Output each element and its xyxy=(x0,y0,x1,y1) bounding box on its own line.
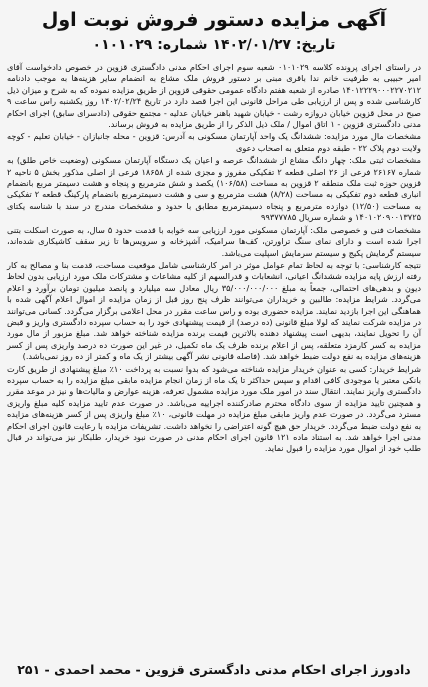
notice-title: آگهی مزایده دستور فروش نوبت اول xyxy=(41,9,387,31)
paragraph-appraisal-result: نتیجه کارشناسی: با توجه به لحاظ تمام عوامل موثر در امر کارشناسی شامل موقعیت مساحت، قدمت بنا و مصالح به کار رفته ارزش پایه مزایده ششدانگ اعیانی، انشعابات و قدرالسهم از کلیه مشاعات و مشترکات ملک مورد ارزیابی بدون لحاظ دیون و بدهی‌های احتمالی، جمعاً به مبلغ ۳۵/۰۰۰/۰۰۰/۰۰۰ ریال معادل سه میلیارد و پانصد میلیون تومان برآورد و اعلام می‌گردد. شرایط مزایده: طالبین و خریداران می‌توانند ظرف پنج روز قبل از زمان مزایده از اموال اعلام آگهی شده با هماهنگی این اجرا بازدید نمایند. مزایده حضوری بوده و راس ساعت مقرر در محل اعلامی برگزار می‌گردد. کسانی می‌توانند در مزایده شرکت نمایند که لولا مبلغ قانونی (ده درصد) از قیمت پیشنهادی خود را به حساب سپرده دادگستری واریز و قبض آن را تحویل نمایند، بدیهی است پیشنهاد دهنده بالاترین قیمت برنده مزایده شناخته خواهد شد. مبلغ مزبور از مال مورد مزایده به کسر کارمزد متعلقه، پس از اعلام برنده ظرف یک ماه تکمیل، در غیر این صورت ده درصد واریزی پس از کسر هزینه‌های مزایده به نفع دولت ضبط خواهد شد. (فاصله قانونی نشر آگهی بیشتر از یک ماه و کمتر از ده روز نمی‌باشد.) xyxy=(7,259,422,362)
notice-signature: دادورز اجرای احکام مدنی دادگستری قزوین - محمد احمدی - ۲۵۱ xyxy=(17,662,411,677)
paragraph-technical-details: مشخصات فنی و خصوصی ملک: آپارتمان مسکونی مورد ارزیابی سه خوابه با قدمت حدود ۵ سال، به صورت اسکلت بتنی اجرا شده است و دارای نمای سنگ تراورتن، کف‌ها سرامیک، آشپزخانه و سرویس‌ها تا زیر سقف کاشیکاری شده‌اند، سیستم گرمایش پکیج و سیستم سرمایش اسپلیت می‌باشد. xyxy=(7,224,422,258)
notice-date-number: تاریخ: ۱۴۰۲/۰۱/۲۷ شماره: ۰۱۰۱۰۲۹ xyxy=(92,37,336,53)
paragraph-buyer-conditions: شرایط خریدار: کسی به عنوان خریدار مزایده شناخته می‌شود که بدوا نسبت به پرداخت ۱۰٪ مبلغ پیشنهادی از طریق کارت بانکی معتبر یا موجودی کافی اقدام و سپس حداکثر تا یک ماه از زمان انجام مزایده مابقی مبلغ مزایده را به حساب سپرده دادگستری واریز نمایند. انتقال سند در امور ملک مورد مزایده مشمول تعرفه، هزینه عوارض و مالیات‌ها و نیز در موعد مقرر و همچنین تایید مزایده از سوی دادگاه محترم صادرکننده اجراییه می‌باشد. در صورت عدم تایید مزایده کلیه مبلغ واریزی مسترد می‌گردد. در صورت عدم واریز مابقی مبلغ مزایده در مهلت قانونی، ۱۰٪ مبلغ واریزی پس از کسر هزینه‌های مزایده به نفع دولت ضبط می‌گردد. خریدار حق هیچ گونه اعتراضی را نخواهد داشت. تشریفات مزایده با رعایت قانون اجرای احکام مدنی اجرا خواهد شد. به استناد ماده ۱۲۱ قانون اجرای احکام مدنی در صورت نبود خریدار، طلبکار نیز می‌تواند در قبال طلب خود از اموال مورد مزایده را قبول نماید. xyxy=(7,363,421,454)
notice-body xyxy=(7,62,421,455)
notice-header xyxy=(7,8,421,54)
paragraph-intro: در راستای اجرای پرونده کلاسه ۰۱۰۱۰۲۹ شعبه سوم اجرای احکام مدنی دادگستری قزوین در خصوص دادخواست آقای امیر حبیبی به طرفیت خانم ندا باقری مبنی بر دستور فروش ملک مشاع به انضمام سایر هزینه‌ها به موجب دادنامه ۱۴۰۱۲۲۲۹۰۰۰۲۲۷۰۲۱۲ صادره از شعبه هفتم دادگاه عمومی حقوقی قزوین از طریق مزایده نموده که به شرح و میزان ذیل کارشناسی شده و پس از ارزیابی طی مراحل قانونی این اجرا قصد دارد در تاریخ ۱۴۰۲/۰۲/۲۴ روز یکشنبه راس ساعت ۹ صبح در محل قزوین خیابان دروازه رشت - خیابان شهید باهنر خیابان عدلیه - مجتمع حقوقی (دادسرای سابق) اجرای احکام مدنی دادگستری قزوین - ۱ اتاق اموال / ملک ذیل الذکر را از طریق مزایده به فروش برساند. xyxy=(7,62,421,130)
paragraph-property-description: مشخصات مال مورد مزایده: ششدانگ یک واحد آپارتمان مسکونی به آدرس: قزوین - محله جانبازان - خیابان تعلیم - کوچه ولایت دوم پلاک ۲۲ - طبقه دوم متعلق به اصحاب دعوی xyxy=(7,131,421,153)
paragraph-registration-details: مشخصات ثبتی ملک: چهار دانگ مشاع از ششدانگ عرصه و اعیان یک دستگاه آپارتمان مسکونی (وضعیت خاص طلق) به شماره ۲۶۱۶۷ فرعی از ۲۶ اصلی قطعه ۲ تفکیکی مفروز و مجزی شده از ۱۸۶۵۸ فرعی از اصلی مذکور بخش ۵ ناحیه ۲ قزوین حوزه ثبت ملک منطقه ۲ قزوین به مساحت (۱۰۶/۵۸) یکصد و شش مترمربع و پنجاه و هشت دسیمتر مربع بانضمام انباری قطعه دوم تفکیکی به مساحت (۸/۲۸) هشت مترمربع و سی و هشت دسیمترمربع بانضمام پارکینگ قطعه ۲ تفکیکی به مساحت (۱۲/۵۰) دوازده مترمربع و پنجاه دسیمترمربع مطابق با حدود و مشخصات مندرج در سند با شناسه یکتای ۱۴۰۱۰۲۰۹۰۰۱۳۷۲۵ و شماره سریال ۹۹۳۷۷۷۸۵ xyxy=(7,155,422,223)
